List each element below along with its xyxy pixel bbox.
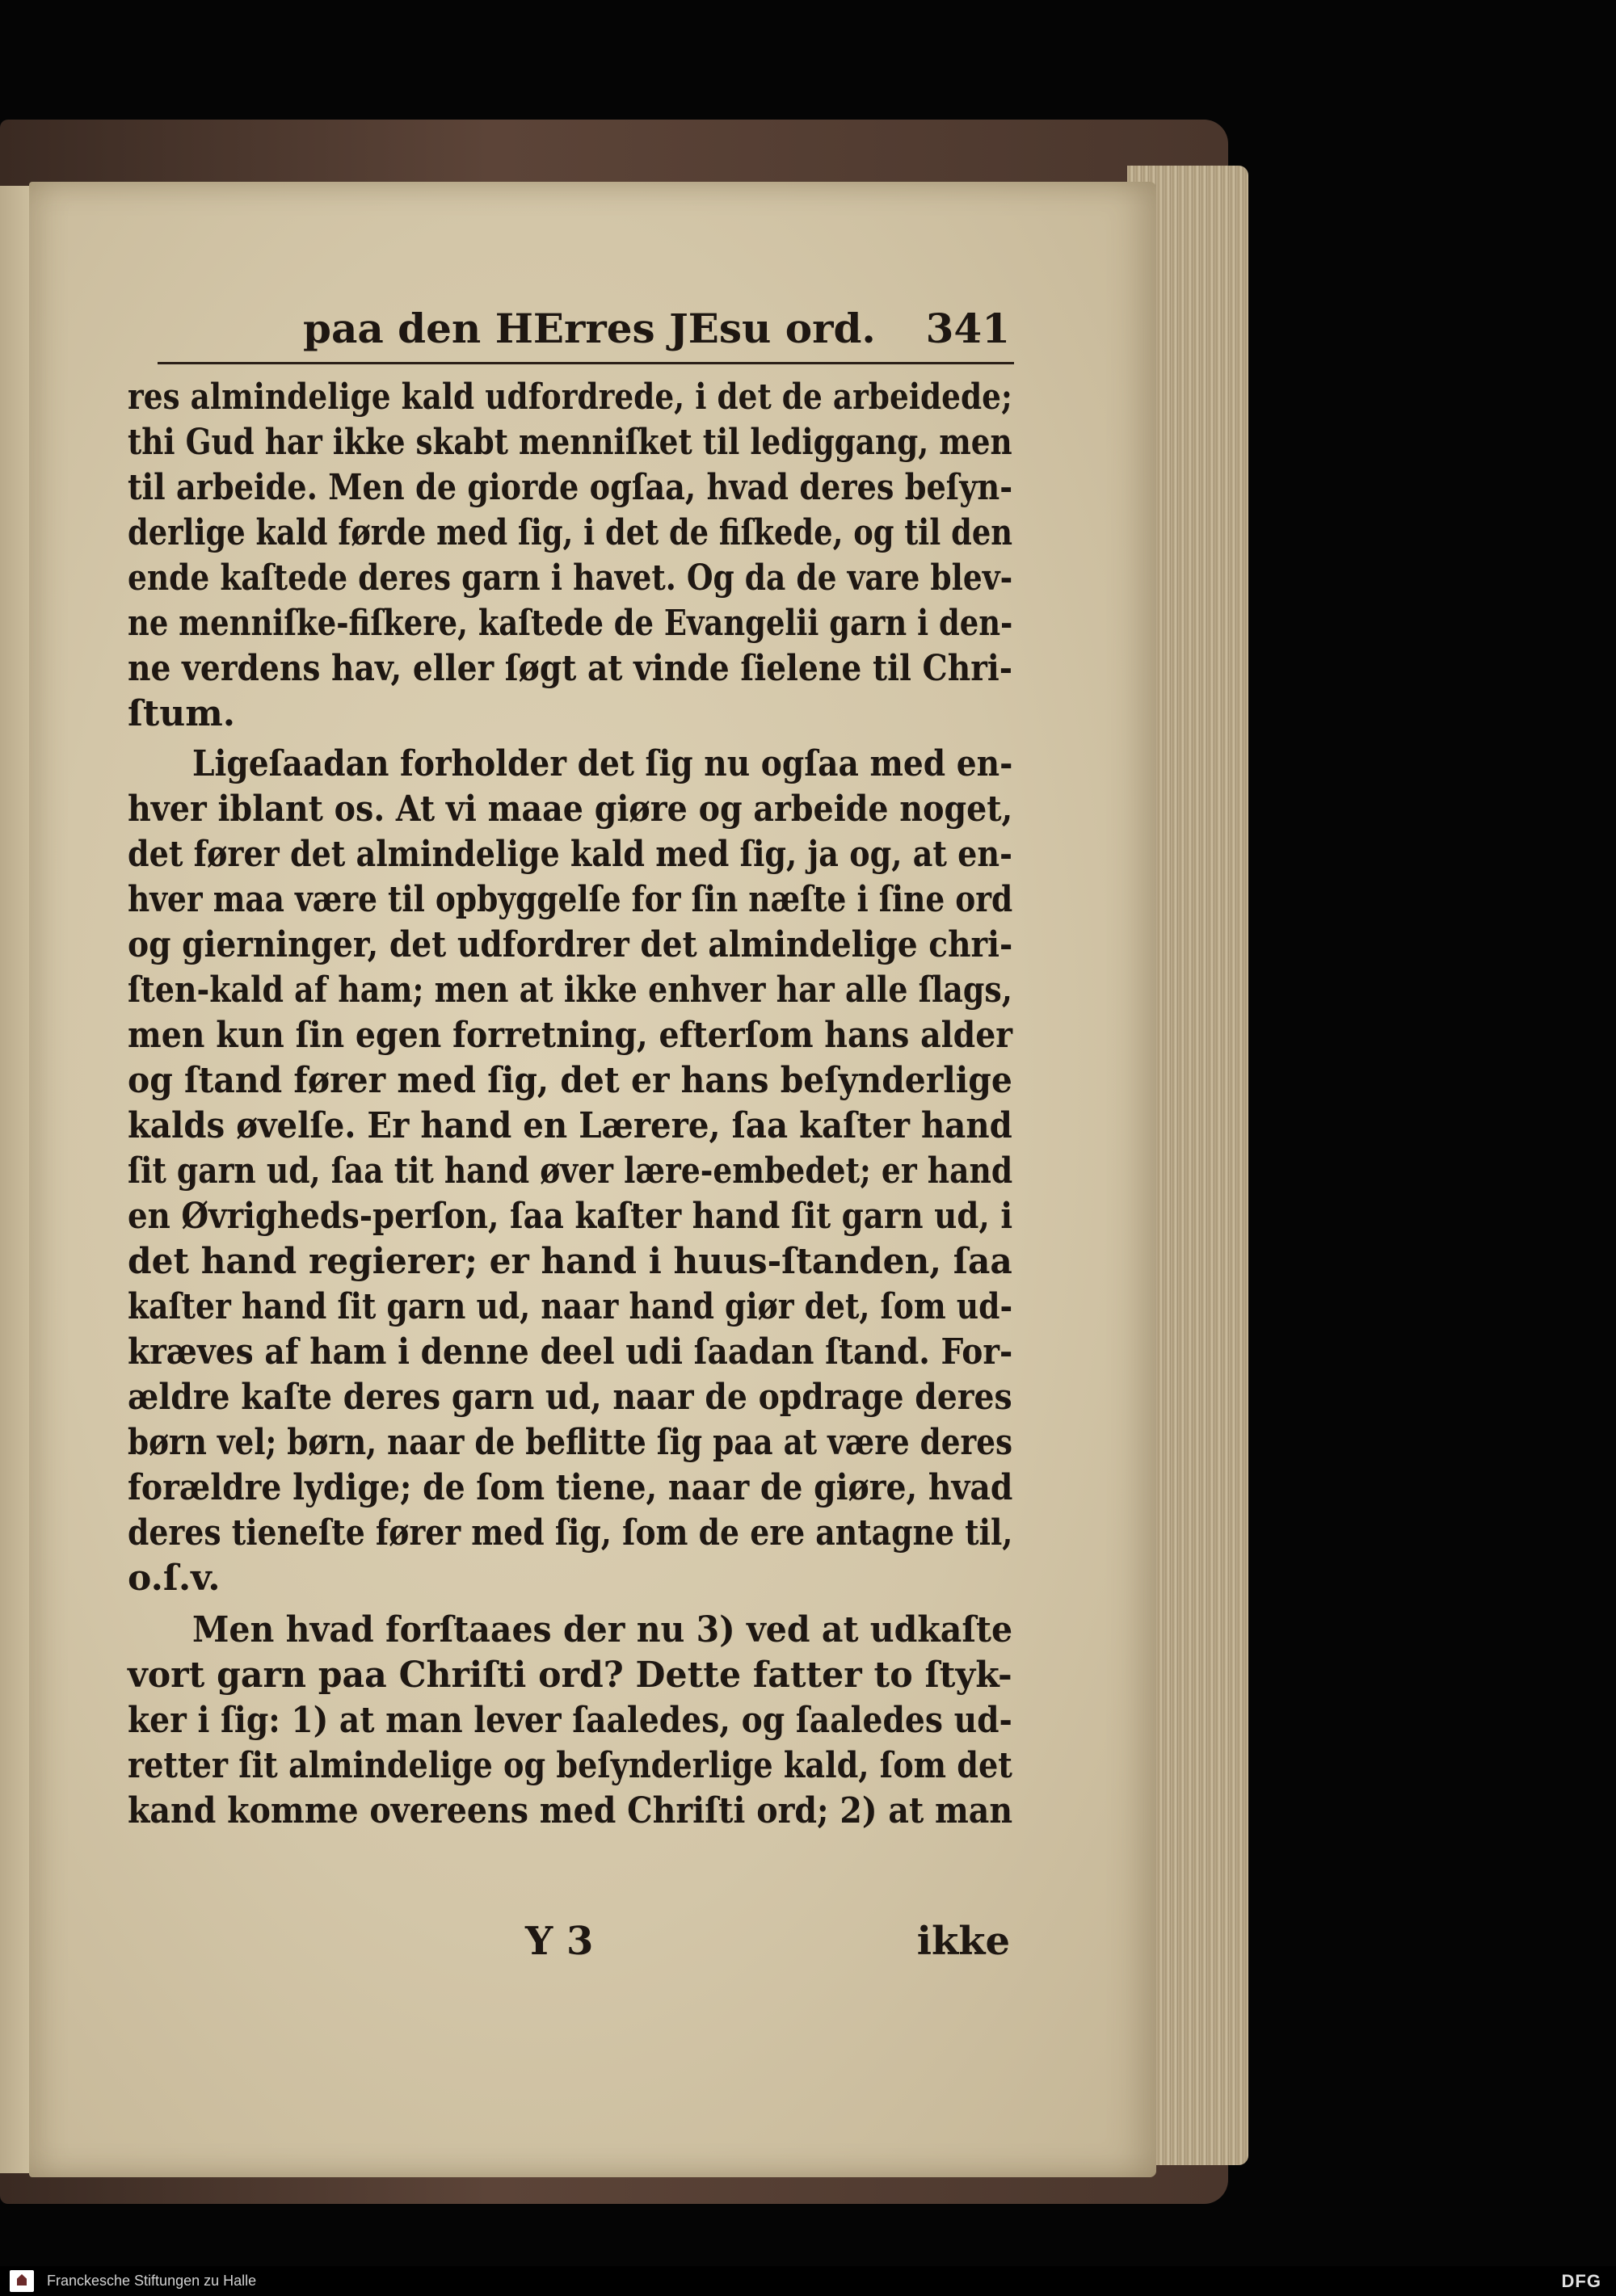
text-line: deres tieneſte fører med ſig, ſom de ere antagne til, [128,1512,1013,1554]
text-line: forældre lydige; de ſom tiene, naar de giøre, hvad [128,1467,1013,1508]
running-title: paa den HErres JEsu ord. [303,305,876,352]
text-line: kaſter hand ſit garn ud, naar hand giør det, ſom ud- [128,1286,1013,1327]
running-head [154,301,1010,357]
text-line: res almindelige kald udfordrede, i det de arbeidede; [128,376,1012,418]
signature-mark: Y 3 [525,1919,594,1964]
text-line: derlige kald førde med ſig, i det de fiſkede, og til den [128,512,1013,553]
text-line: ældre kaſte deres garn ud, naar de opdrage deres [128,1377,1012,1418]
paragraph-first-line: Men hvad forſtaaes der nu 3) ved at udkaſte [192,1609,1013,1651]
catchword: ikke [916,1919,1010,1964]
left-page-sliver [0,186,32,2173]
text-line: kalds øvelſe. Er hand en Lærere, ſaa kaſter hand [128,1105,1012,1146]
house-icon [17,2274,27,2285]
text-line: ende kaſtede deres garn i havet. Og da de vare blev- [128,557,1013,599]
text-line: til arbeide. Men de giorde ogſaa, hvad deres beſyn- [128,467,1013,508]
text-line: kand komme overeens med Chriſti ord; 2) at man [128,1790,1013,1831]
paragraph-first-line: Ligeſaadan forholder det ſig nu ogſaa med en- [192,743,1013,784]
text-line: og ſtand fører med ſig, det er hans beſynderlige [128,1060,1012,1101]
text-line: og gierninger, det udfordrer det almindelige chri- [128,924,1013,965]
text-line: ſit garn ud, ſaa tit hand øver lære-embedet; er hand [128,1150,1013,1192]
head-rule [158,362,1014,364]
viewer-footer [0,2266,1616,2296]
text-line: ker i ſig: 1) at man lever ſaaledes, og ſaaledes ud- [128,1700,1012,1741]
page-number: 341 [925,305,1010,352]
text-line: ne menniſke-fiſkere, kaſtede de Evangelii garn i den- [128,603,1013,644]
text-line: vort garn paa Chriſti ord? Dette fatter to ſtyk- [128,1655,1012,1696]
text-line: hver iblant os. At vi maae giøre og arbeide noget, [128,788,1013,830]
text-line: hver maa være til opbyggelſe for ſin næſte i ſine ord [128,879,1013,920]
text-line: kræves af ham i denne deel udi ſaadan ſtand. For- [128,1331,1013,1373]
text-line: thi Gud har ikke skabt menniſket til lediggang, men [128,422,1012,463]
text-line: men kun ſin egen forretning, efterſom hans alder [128,1015,1013,1056]
dfg-logo: DFG [1561,2271,1601,2291]
text-line: ne verdens hav, eller ſøgt at vinde ſielene til Chri- [128,648,1013,689]
text-line: det fører det almindelige kald med ſig, ja og, at en- [128,834,1012,875]
catchline [283,1913,1010,1970]
text-line: en Øvrigheds-perſon, ſaa kaſter hand ſit garn ud, i [128,1196,1013,1237]
institution-logo-icon [10,2270,34,2292]
text-line: retter ſit almindelige og beſynderlige kald, ſom det [128,1745,1012,1786]
text-line: ſtum. [128,693,236,734]
text-line: børn vel; børn, naar de beflitte ſig paa at være deres [128,1422,1012,1463]
text-line: ſten-kald af ham; men at ikke enhver har alle ſlags, [128,969,1012,1011]
text-line: o.ſ.v. [128,1558,221,1599]
institution-name: Franckesche Stiftungen zu Halle [47,2273,257,2289]
text-line: det hand regierer; er hand i huus-ſtanden, ſaa [128,1241,1012,1282]
